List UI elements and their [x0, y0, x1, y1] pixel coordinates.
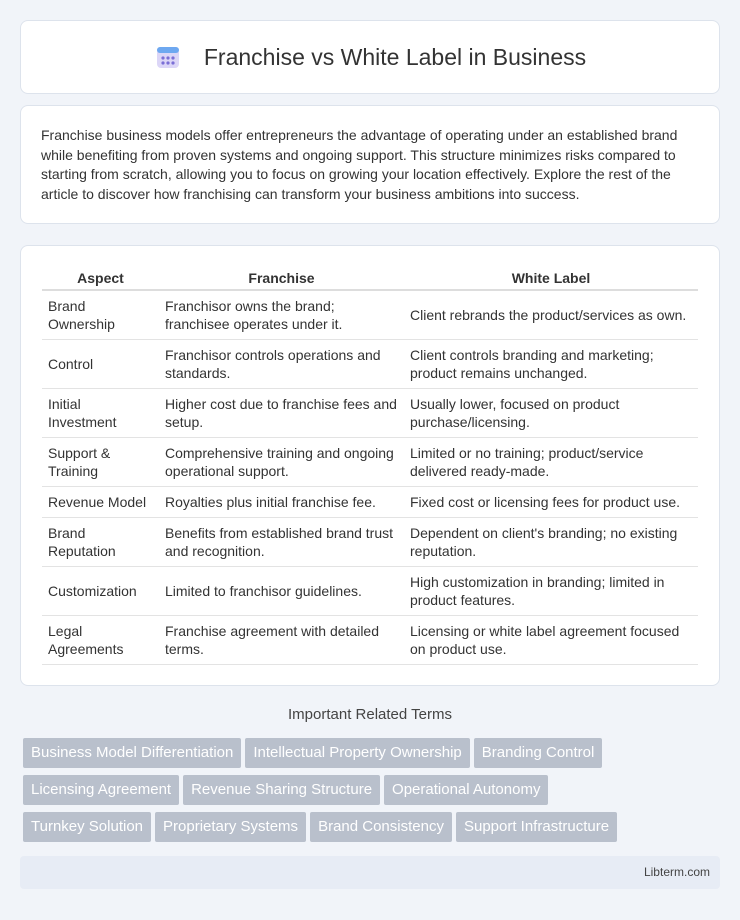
cell-franchise: Higher cost due to franchise fees and setup. [159, 389, 404, 438]
table-row [42, 438, 698, 487]
cell-white-label: Limited or no training; product/service delivered ready-made. [404, 438, 698, 487]
cell-white-label: Dependent on client's branding; no existing reputation. [404, 518, 698, 567]
cell-white-label: Client controls branding and marketing; product remains unchanged. [404, 340, 698, 389]
table-row [42, 340, 698, 389]
comparison-card [20, 245, 720, 686]
related-term-tag[interactable]: Brand Consistency [310, 812, 452, 842]
cell-franchise: Franchise agreement with detailed terms. [159, 616, 404, 665]
cell-aspect: Initial Investment [42, 389, 159, 438]
related-term-tag[interactable]: Operational Autonomy [384, 775, 548, 805]
related-term-tag[interactable]: Turnkey Solution [23, 812, 151, 842]
cell-franchise: Franchisor controls operations and standards. [159, 340, 404, 389]
related-terms-title: Important Related Terms [288, 706, 452, 723]
cell-white-label: Usually lower, focused on product purchase/licensing. [404, 389, 698, 438]
cell-white-label: High customization in branding; limited in product features. [404, 567, 698, 616]
cell-white-label: Fixed cost or licensing fees for product use. [404, 487, 698, 518]
cell-white-label: Client rebrands the product/services as own. [404, 291, 698, 340]
related-term-tag[interactable]: Intellectual Property Ownership [245, 738, 469, 768]
header-aspect: Aspect [42, 266, 159, 291]
cell-aspect: Revenue Model [42, 487, 159, 518]
comparison-table [42, 266, 698, 665]
cell-franchise: Comprehensive training and ongoing operational support. [159, 438, 404, 487]
cell-white-label: Licensing or white label agreement focused on product use. [404, 616, 698, 665]
related-term-tag[interactable]: Revenue Sharing Structure [183, 775, 380, 805]
header-franchise: Franchise [159, 266, 404, 291]
cell-franchise: Royalties plus initial franchise fee. [159, 487, 404, 518]
related-term-tag[interactable]: Support Infrastructure [456, 812, 617, 842]
table-row [42, 518, 698, 567]
table-row [42, 291, 698, 340]
related-term-tag[interactable]: Licensing Agreement [23, 775, 179, 805]
cell-aspect: Legal Agreements [42, 616, 159, 665]
cell-franchise: Limited to franchisor guidelines. [159, 567, 404, 616]
cell-aspect: Brand Ownership [42, 291, 159, 340]
page-title: Franchise vs White Label in Business [203, 43, 587, 70]
related-term-tag[interactable]: Business Model Differentiation [23, 738, 241, 768]
title-card [20, 20, 720, 94]
related-term-tag[interactable]: Proprietary Systems [155, 812, 306, 842]
calendar-grid-icon [154, 43, 182, 71]
related-term-tag[interactable]: Branding Control [474, 738, 603, 768]
table-header-row [42, 266, 698, 291]
table-row [42, 389, 698, 438]
cell-aspect: Customization [42, 567, 159, 616]
table-row [42, 487, 698, 518]
cell-franchise: Franchisor owns the brand; franchisee operates under it. [159, 291, 404, 340]
cell-franchise: Benefits from established brand trust and recognition. [159, 518, 404, 567]
related-terms-list [23, 738, 723, 849]
table-row [42, 567, 698, 616]
footer [20, 856, 720, 889]
intro-text: Franchise business models offer entrepreneurs the advantage of operating under an established brand while benefiting from proven systems and ongoing support. This structure minimizes risks compared to starting from scratch, allowing you to focus on growing your location effectively. Explore the rest of the article to discover how franchising can transform your business ambitions into success. [41, 127, 678, 202]
header-white-label: White Label [404, 266, 698, 291]
cell-aspect: Brand Reputation [42, 518, 159, 567]
intro-card [20, 105, 720, 224]
cell-aspect: Support & Training [42, 438, 159, 487]
cell-aspect: Control [42, 340, 159, 389]
footer-link[interactable]: Libterm.com [643, 865, 710, 879]
table-row [42, 616, 698, 665]
